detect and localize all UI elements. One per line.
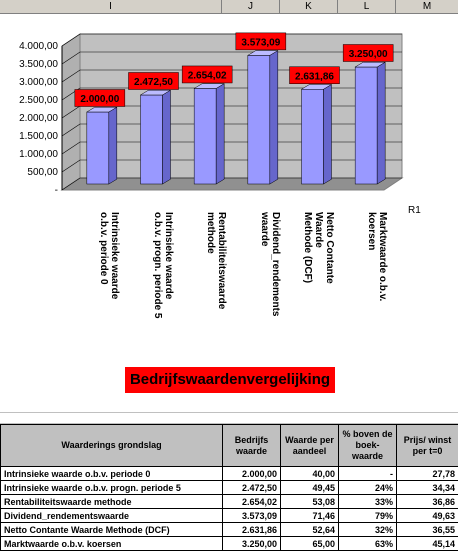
header-grondslag[interactable]: Waarderings grondslag xyxy=(1,425,223,467)
table-row xyxy=(1,509,458,523)
table-header-row xyxy=(1,425,458,467)
table-row xyxy=(1,481,458,495)
row-label-cell[interactable]: Marktwaarde o.b.v. koersen xyxy=(1,537,223,551)
data-label: 2.654,02 xyxy=(187,70,227,82)
chart-title: Bedrijfswaardenvergelijking xyxy=(125,367,335,393)
table-row xyxy=(1,467,458,481)
row-value-cell[interactable]: 32% xyxy=(339,523,397,537)
row-value-cell[interactable]: 79% xyxy=(339,509,397,523)
row-value-cell[interactable]: 52,64 xyxy=(281,523,339,537)
table-row xyxy=(1,523,458,537)
bar-side xyxy=(216,84,224,184)
row-value-cell[interactable]: 65,00 xyxy=(281,537,339,551)
bar xyxy=(302,89,324,184)
row-value-cell[interactable]: 33% xyxy=(339,495,397,509)
row-value-cell[interactable]: 3.250,00 xyxy=(223,537,281,551)
bar xyxy=(194,88,216,184)
row-value-cell[interactable]: - xyxy=(339,467,397,481)
row-value-cell[interactable]: 71,46 xyxy=(281,509,339,523)
bar-side xyxy=(270,51,278,184)
row-value-cell[interactable]: 27,78 xyxy=(397,467,458,481)
valuation-table xyxy=(0,424,458,551)
x-category-label xyxy=(76,212,120,312)
data-label: 2.472,50 xyxy=(134,76,173,88)
column-header-bar xyxy=(0,0,458,14)
y-tick-label: 4.000,00 xyxy=(19,41,58,52)
y-tick-label: 500,00 xyxy=(27,167,58,178)
row-value-cell[interactable]: 24% xyxy=(339,481,397,495)
row-label-cell[interactable]: Rentabiliteitswaarde methode xyxy=(1,495,223,509)
empty-sheet-rows xyxy=(0,402,458,424)
column-header-i[interactable]: I xyxy=(0,0,222,14)
row-value-cell[interactable]: 53,08 xyxy=(281,495,339,509)
row-value-cell[interactable]: 2.654,02 xyxy=(223,495,281,509)
series-legend: R1 xyxy=(408,205,421,216)
row-value-cell[interactable]: 3.573,09 xyxy=(223,509,281,523)
row-value-cell[interactable]: 45,14 xyxy=(397,537,458,551)
header-waarde-per-aandeel[interactable]: Waarde per aandeel xyxy=(281,425,339,467)
x-category-text: Intrinsieke waarde o.b.v. periode 0 xyxy=(97,212,120,300)
y-tick-label: 3.000,00 xyxy=(19,77,58,88)
bar xyxy=(141,95,163,184)
x-category-text: Intrinsieke waarde o.b.v. progn. periode 5 xyxy=(151,212,174,319)
data-label: 2.631,86 xyxy=(295,71,334,83)
row-value-cell[interactable]: 36,86 xyxy=(397,495,458,509)
table-row xyxy=(1,495,458,509)
row-label-cell[interactable]: Intrinsieke waarde o.b.v. progn. periode 5 xyxy=(1,481,223,495)
row-label-cell[interactable]: Dividend_rendementswaarde xyxy=(1,509,223,523)
x-category-label xyxy=(291,212,335,312)
x-category-text: Dividend_rendements waarde xyxy=(258,212,281,317)
header-bedrijfswaarde[interactable]: Bedrijfs waarde xyxy=(223,425,281,467)
x-category-text: Netto Contante Waarde Methode (DCF) xyxy=(301,212,335,284)
y-tick-label: 3.500,00 xyxy=(19,59,58,70)
chart-area[interactable] xyxy=(0,14,458,422)
y-tick-label: 2.500,00 xyxy=(19,95,58,106)
data-label: 2.000,00 xyxy=(80,94,120,105)
bar xyxy=(355,67,377,184)
column-header-j[interactable]: J xyxy=(222,0,280,14)
column-header-l[interactable]: L xyxy=(338,0,396,14)
bar-side xyxy=(109,107,117,184)
y-tick-label: 1.000,00 xyxy=(19,149,58,160)
data-label: 3.250,00 xyxy=(348,49,388,60)
x-category-label xyxy=(237,212,281,317)
x-category-label xyxy=(344,212,388,312)
row-value-cell[interactable]: 2.472,50 xyxy=(223,481,281,495)
header-pct-boven-boekwaarde[interactable]: % boven de boek-waarde xyxy=(339,425,397,467)
header-prijs-winst[interactable]: Prijs/ winst per t=0 xyxy=(397,425,458,467)
bar-side xyxy=(324,84,332,184)
x-category-text: Rentabiliteitswaarde methode xyxy=(205,212,228,310)
bar-side xyxy=(163,90,171,184)
bar xyxy=(87,112,109,184)
row-value-cell[interactable]: 49,45 xyxy=(281,481,339,495)
bar-chart xyxy=(0,14,458,422)
row-value-cell[interactable]: 34,34 xyxy=(397,481,458,495)
row-value-cell[interactable]: 40,00 xyxy=(281,467,339,481)
bar xyxy=(248,55,270,184)
data-label: 3.573,09 xyxy=(241,37,281,49)
y-tick-label: 2.000,00 xyxy=(19,113,58,124)
column-header-m[interactable]: M xyxy=(422,1,432,12)
column-header-k[interactable]: K xyxy=(280,0,338,14)
row-value-cell[interactable]: 49,63 xyxy=(397,509,458,523)
bar-side xyxy=(377,62,385,184)
row-label-cell[interactable]: Netto Contante Waarde Methode (DCF) xyxy=(1,523,223,537)
row-gridline xyxy=(0,412,458,413)
row-value-cell[interactable]: 63% xyxy=(339,537,397,551)
row-label-cell[interactable]: Intrinsieke waarde o.b.v. periode 0 xyxy=(1,467,223,481)
y-tick-label: - xyxy=(54,185,58,196)
row-value-cell[interactable]: 2.631,86 xyxy=(223,523,281,537)
row-value-cell[interactable]: 36,55 xyxy=(397,523,458,537)
table-row xyxy=(1,537,458,551)
x-category-text: Marktwaarde o.b.v. koersen xyxy=(366,212,389,302)
table-body xyxy=(1,467,458,551)
row-value-cell[interactable]: 2.000,00 xyxy=(223,467,281,481)
y-tick-label: 1.500,00 xyxy=(19,131,58,142)
x-category-label xyxy=(183,212,227,312)
x-category-label xyxy=(130,212,174,319)
